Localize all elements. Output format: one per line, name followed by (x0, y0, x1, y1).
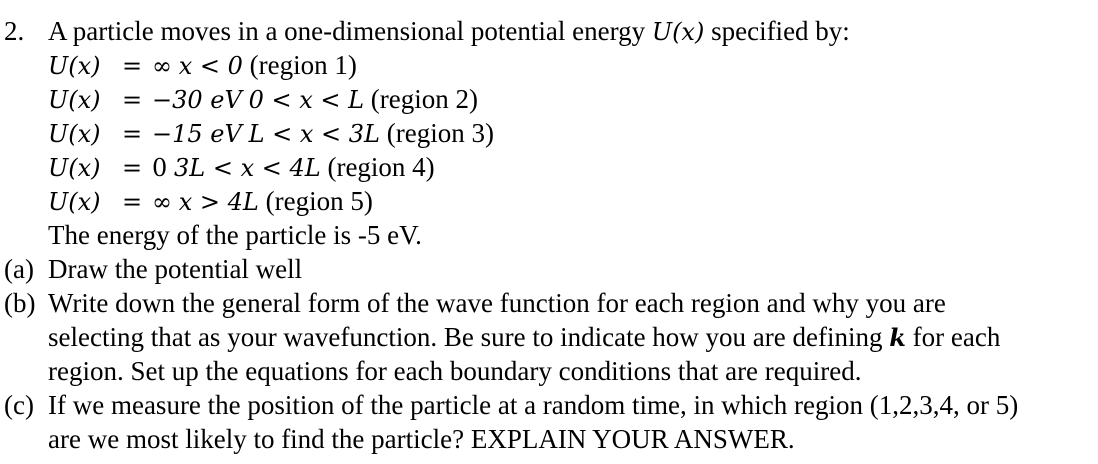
part-text: are we most likely to find the particle? EXPLAIN YOUR ANSWER. (48, 424, 795, 454)
equation-lhs: U(x) (48, 188, 101, 216)
part-text: for each (912, 322, 1001, 352)
equation-condition: 3L < x < 4L (174, 154, 321, 182)
equation-condition: 0 < x < L (248, 86, 365, 114)
problem-number-text: 2. (4, 16, 25, 46)
equation-value: ∞ (152, 52, 172, 80)
equation-region: (region 2) (370, 84, 479, 114)
equation-region: (region 5) (265, 186, 373, 216)
equation-value: 0 (152, 154, 168, 182)
part-text: If we measure the position of the particle at a random time, in which region (1,2,3,4, or 5) (48, 390, 1019, 420)
equation-row (48, 48, 357, 83)
k-symbol: k (889, 323, 906, 352)
equation-condition: x < 0 (178, 52, 243, 80)
part-text: Draw the potential well (48, 254, 303, 284)
problem-intro (48, 14, 850, 49)
part-text: selecting that as your wavefunction. Be sure to indicate how you are defining (48, 322, 883, 352)
part-b-line-2 (48, 320, 1000, 355)
equation-equals: = (122, 188, 143, 216)
equation-row (48, 150, 435, 185)
part-label: (c) (4, 390, 34, 420)
equation-equals: = (122, 120, 143, 148)
equation-region: (region 3) (386, 118, 494, 148)
equation-condition: x > 4L (178, 188, 259, 216)
intro-math: U(x) (651, 18, 705, 46)
equation-value: −15 eV (152, 120, 242, 148)
part-c-line-2 (48, 422, 795, 456)
equation-value: ∞ (152, 188, 172, 216)
equation-equals: = (122, 52, 143, 80)
equation-lhs: U(x) (48, 52, 101, 80)
equation-lhs: U(x) (48, 86, 101, 114)
equation-lhs: U(x) (48, 120, 101, 148)
intro-text: A particle moves in a one-dimensional potential energy (48, 16, 646, 46)
part-a-label (4, 252, 34, 286)
part-a-text (48, 252, 302, 286)
equation-region: (region 1) (249, 50, 357, 80)
part-b-line-3 (48, 354, 862, 388)
equation-value: −30 eV (152, 86, 242, 114)
equation-equals: = (122, 154, 143, 182)
equation-condition: L < x < 3L (248, 120, 380, 148)
part-c-label (4, 388, 34, 422)
equation-region: (region 4) (327, 152, 435, 182)
part-b-line-1 (48, 286, 946, 320)
equation-lhs: U(x) (48, 154, 101, 182)
part-text: Write down the general form of the wave function for each region and why you are (48, 288, 946, 318)
equation-equals: = (122, 86, 143, 114)
equation-row (48, 184, 373, 219)
intro-end: specified by: (711, 16, 850, 46)
part-b-label (4, 286, 35, 320)
part-c-line-1 (48, 388, 1018, 422)
energy-statement (48, 218, 422, 252)
part-text: region. Set up the equations for each boundary conditions that are required. (48, 356, 862, 386)
problem-number (4, 14, 24, 48)
equation-row (48, 116, 494, 151)
equation-row (48, 82, 478, 117)
energy-statement-text: The energy of the particle is -5 eV. (48, 220, 422, 250)
part-label: (b) (4, 288, 36, 318)
part-label: (a) (4, 254, 34, 284)
